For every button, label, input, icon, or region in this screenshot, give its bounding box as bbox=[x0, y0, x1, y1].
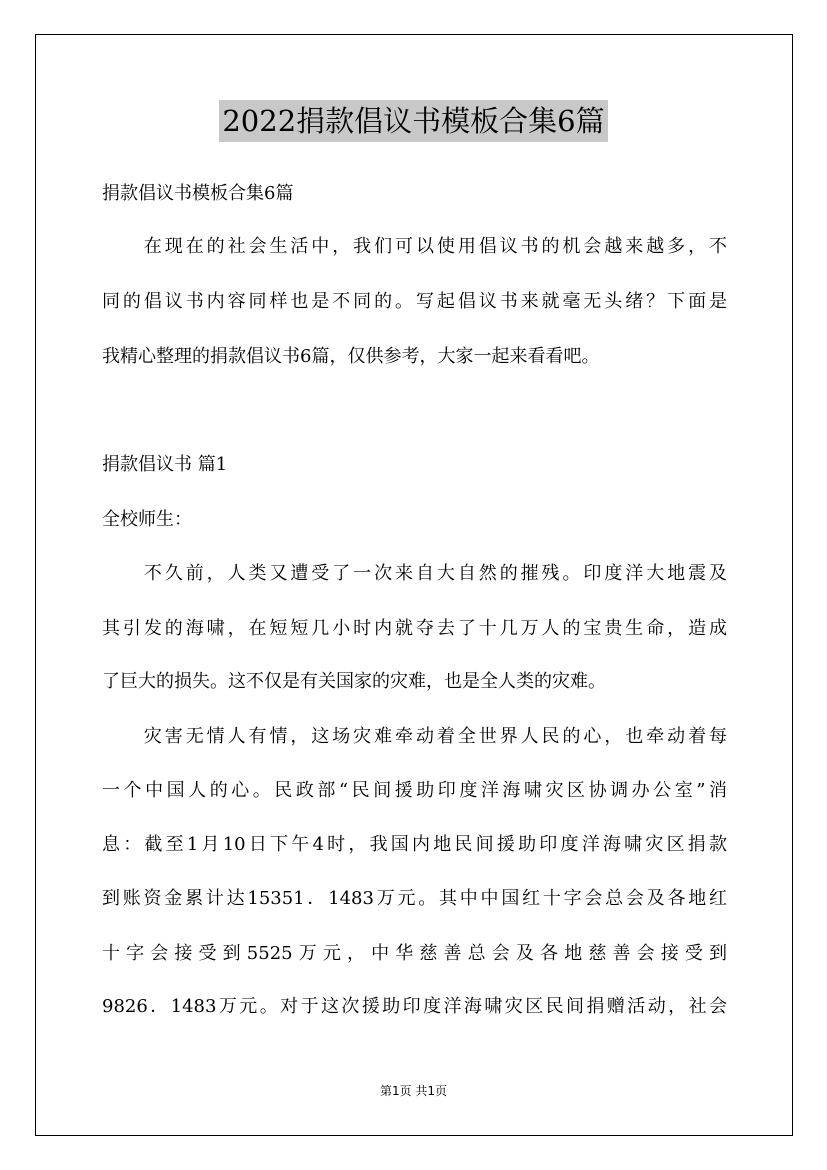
page-footer: 第1页 共1页 bbox=[379, 1084, 448, 1098]
subtitle-line: 捐款倡议书模板合集6篇 bbox=[102, 183, 294, 204]
paragraph-line: 十字会接受到5525万元，中华慈善总会及各地慈善会接受到 bbox=[102, 943, 727, 964]
paragraph-line: 息：截至1月10日下午4时，我国内地民间援助印度洋海啸灾区捐款 bbox=[102, 834, 727, 855]
paragraph-line: 到账资金累计达15351．1483万元。其中中国红十字会总会及各地红 bbox=[102, 888, 727, 909]
paragraph-line: 我精心整理的捐款倡议书6篇，仅供参考，大家一起来看看吧。 bbox=[102, 346, 600, 367]
section-heading: 捐款倡议书 篇1 bbox=[102, 454, 228, 475]
paragraph-line: 9826．1483万元。对于这次援助印度洋海啸灾区民间捐赠活动，社会 bbox=[102, 996, 727, 1017]
paragraph-line: 在现在的社会生活中，我们可以使用倡议书的机会越来越多，不 bbox=[102, 236, 727, 257]
document-title: 2022捐款倡议书模板合集6篇 bbox=[219, 100, 607, 142]
paragraph-line: 了巨大的损失。这不仅是有关国家的灾难，也是全人类的灾难。 bbox=[102, 671, 606, 692]
title-container bbox=[0, 100, 827, 142]
paragraph-line: 一个中国人的心。民政部“民间援助印度洋海啸灾区协调办公室”消 bbox=[102, 780, 727, 801]
salutation: 全校师生： bbox=[102, 509, 192, 530]
paragraph-line: 不久前，人类又遭受了一次来自大自然的摧残。印度洋大地震及 bbox=[102, 563, 727, 584]
paragraph-line: 同的倡议书内容同样也是不同的。写起倡议书来就毫无头绪？下面是 bbox=[102, 291, 727, 312]
paragraph-line: 灾害无情人有情，这场灾难牵动着全世界人民的心，也牵动着每 bbox=[102, 726, 727, 747]
paragraph-line: 其引发的海啸，在短短几小时内就夺去了十几万人的宝贵生命，造成 bbox=[102, 618, 727, 639]
